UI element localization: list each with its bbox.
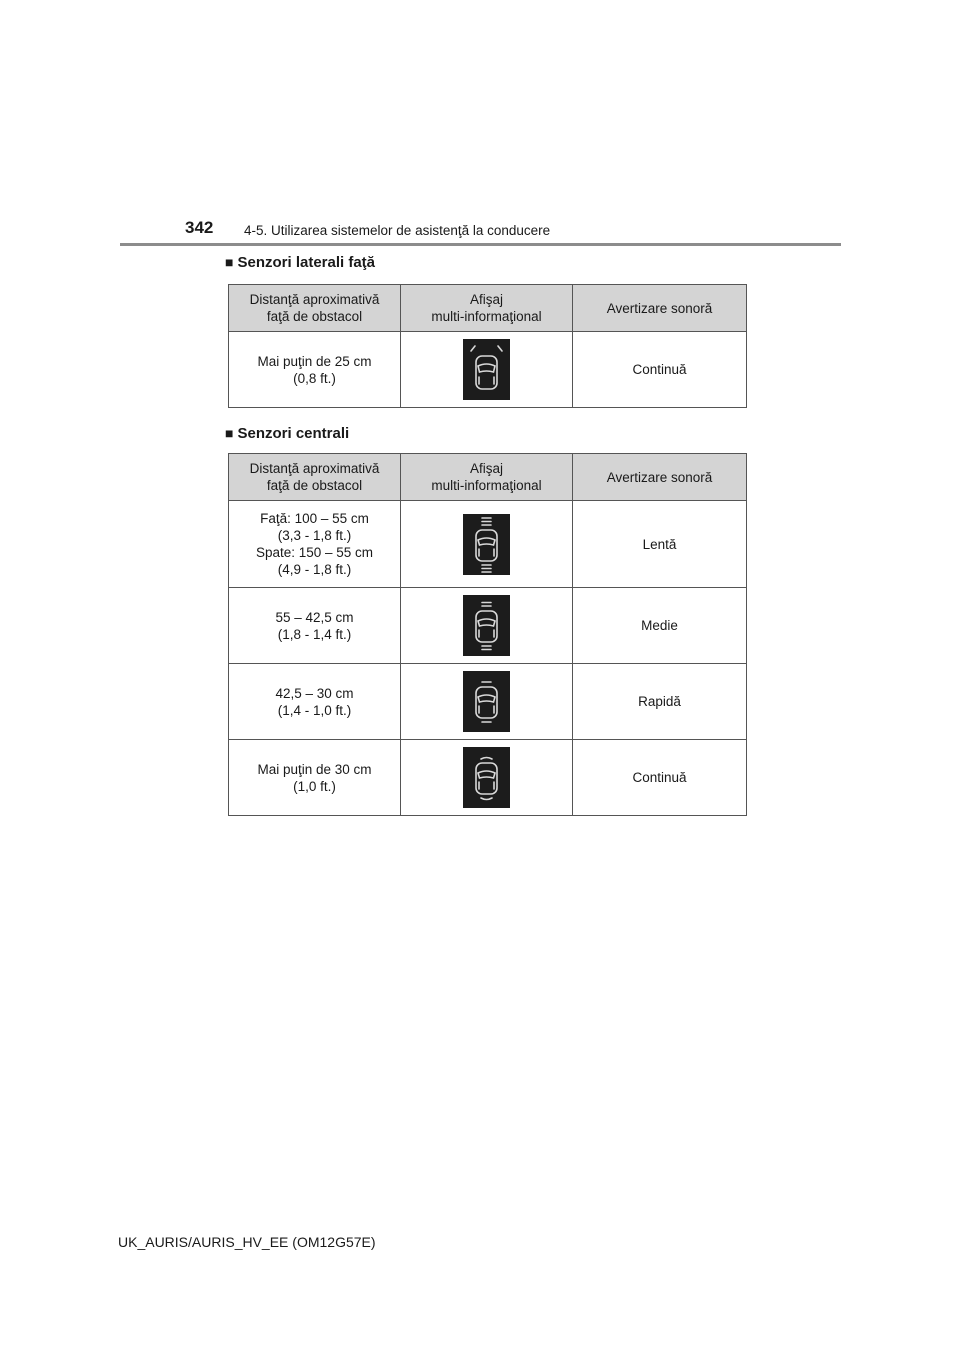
car-center-sensor-close-icon xyxy=(463,747,510,808)
column-header-distance: Distanţă aproximativă faţă de obstacol xyxy=(229,285,401,332)
car-center-sensor-1-bar-icon xyxy=(463,671,510,732)
car-center-sensor-3-bars-icon xyxy=(463,514,510,575)
column-header-display: Afişaj multi-informaţional xyxy=(401,285,573,332)
distance-cell: 55 – 42,5 cm (1,8 - 1,4 ft.) xyxy=(229,588,401,664)
side-sensors-heading xyxy=(225,254,375,271)
page-number: 342 xyxy=(185,218,214,237)
column-header-buzzer: Avertizare sonoră xyxy=(573,454,747,501)
center-sensors-heading-text: Senzori centrali xyxy=(237,425,350,442)
table-row xyxy=(229,664,747,740)
distance-cell: Mai puţin de 25 cm (0,8 ft.) xyxy=(229,332,401,408)
side-sensors-table xyxy=(228,284,747,408)
car-side-sensor-icon xyxy=(463,339,510,400)
column-header-display: Afişaj multi-informaţional xyxy=(401,454,573,501)
car-center-sensor-2-bars-icon xyxy=(463,595,510,656)
distance-cell: 42,5 – 30 cm (1,4 - 1,0 ft.) xyxy=(229,664,401,740)
table-row xyxy=(229,588,747,664)
footer-model-code: UK_AURIS/AURIS_HV_EE (OM12G57E) xyxy=(118,1234,376,1250)
buzzer-cell: Lentă xyxy=(573,501,747,588)
section-title: 4-5. Utilizarea sistemelor de asistenţă la conducere xyxy=(244,223,551,238)
column-header-distance: Distanţă aproximativă faţă de obstacol xyxy=(229,454,401,501)
table-row xyxy=(229,501,747,588)
header-divider xyxy=(120,243,841,246)
display-cell xyxy=(401,588,573,664)
column-header-buzzer: Avertizare sonoră xyxy=(573,285,747,332)
center-sensors-heading xyxy=(225,425,349,442)
distance-cell: Faţă: 100 – 55 cm (3,3 - 1,8 ft.) Spate: 150 – 55 cm (4,9 - 1,8 ft.) xyxy=(229,501,401,588)
distance-cell: Mai puţin de 30 cm (1,0 ft.) xyxy=(229,740,401,816)
buzzer-cell: Rapidă xyxy=(573,664,747,740)
display-cell xyxy=(401,664,573,740)
square-bullet-icon: ■ xyxy=(225,254,234,270)
buzzer-cell: Continuă xyxy=(573,740,747,816)
table-header-row xyxy=(229,454,747,501)
buzzer-cell: Medie xyxy=(573,588,747,664)
square-bullet-icon: ■ xyxy=(225,425,234,441)
side-sensors-heading-text: Senzori laterali faţă xyxy=(237,254,376,271)
center-sensors-table xyxy=(228,453,747,816)
buzzer-cell: Continuă xyxy=(573,332,747,408)
table-row xyxy=(229,740,747,816)
display-cell xyxy=(401,501,573,588)
table-header-row xyxy=(229,285,747,332)
display-cell xyxy=(401,332,573,408)
table-row xyxy=(229,332,747,408)
display-cell xyxy=(401,740,573,816)
